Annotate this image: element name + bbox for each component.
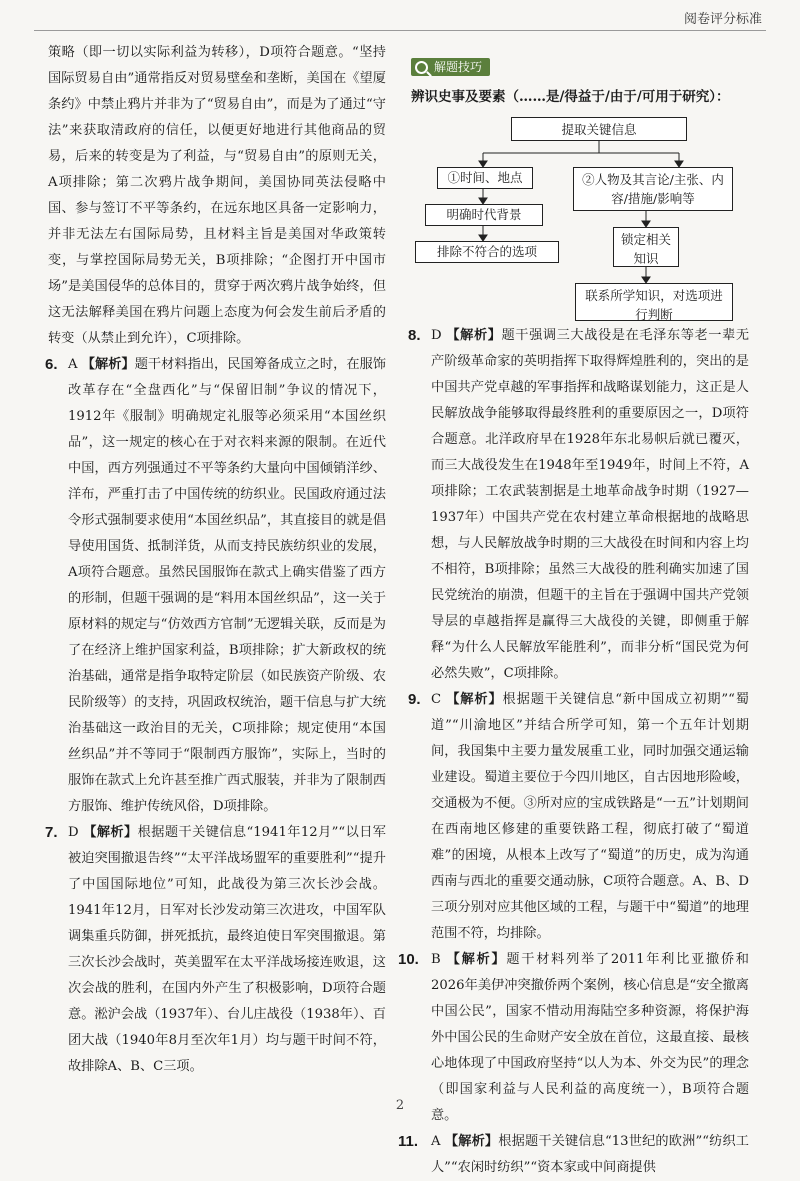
analysis-tag: 【解析】 bbox=[444, 1133, 499, 1149]
flow-node-right-branch: ②人物及其言论/主张、内容/措施/影响等 bbox=[573, 167, 733, 211]
question-6-explanation bbox=[45, 352, 386, 820]
flow-node-top: 提取关键信息 bbox=[511, 117, 687, 141]
analysis-tag: 【解析】 bbox=[446, 951, 507, 967]
explanation-text: 根据题干关键信息“13世纪的欧洲”“纺织工人”“农闲时纺织”“资本家或中间商提供 bbox=[431, 1133, 749, 1175]
intro-paragraph: 策略（即一切以实际利益为转移），D项符合题意。“坚持国际贸易自由”通常指反对贸易壁垒和垄断，美国在《望厦条约》中禁止鸦片并非为了“贸易自由”，而是为了通过“守法”来获取清政府的信任，以便更好地进行其他商品的贸易，后来的转变是为了利益，与“贸易自由”的原则无关，A项排除；第二次鸦片战争期间，美国协同英法侵略中国、参与签订不平等条约，在远东地区具备一定影响力，并非无法左右国际局势，且材料主旨是美国对华政策转变，与掌控国际局势无关，B项排除；“企图打开中国市场”是美国侵华的总体目的，贯穿于两次鸦片战争始终，但这无法解释美国在鸦片问题上态度为何会发生前后矛盾的转变（从禁止到允许），C项排除。 bbox=[48, 45, 386, 346]
explanation-text: 题干强调三大战役是在毛泽东等老一辈无产阶级革命家的英明指挥下取得辉煌胜利的，突出的是中国共产党卓越的军事指挥和战略谋划能力，这正是人民解放战争能够取得最终胜利的重要原因之一，D项符合题意。北洋政府早在1928年东北易帜后就已覆灭，而三大战役发生在1948年至1949年，时间上不符，A项排除；工农武装割据是土地革命战争时期（1927—1937年）中国共产党在农村建立革命根据地的战略思想，与人民解放战争时期的三大战役在时间和内容上均不相符，B项排除；虽然三大战役的胜利确实加速了国民党统治的崩溃，但题干的主旨在于强调中国共产党领导层的卓越指挥是赢得三大战役的关键，即侧重于解释“为什么人民解放军能胜利”，而非分析“国民党为何必然失败”，C项排除。 bbox=[431, 327, 750, 681]
answer-letter: A bbox=[68, 357, 78, 372]
answer-letter: C bbox=[431, 691, 442, 707]
page-number: 2 bbox=[395, 1098, 405, 1113]
analysis-tag: 【解析】 bbox=[81, 357, 135, 372]
tip-title: 辨识史事及要素（……是/得益于/由于/可用于研究）： bbox=[411, 88, 730, 105]
answer-letter: B bbox=[431, 951, 441, 967]
header-title: 阅卷评分标准 bbox=[683, 12, 762, 27]
question-number: 11. bbox=[398, 1132, 419, 1150]
question-11-explanation bbox=[398, 1129, 749, 1181]
question-7-explanation bbox=[45, 820, 386, 1080]
tip-badge bbox=[411, 58, 490, 76]
analysis-tag: 【解析】 bbox=[446, 691, 503, 707]
question-number: 8. bbox=[408, 326, 421, 344]
flow-node-left-step1: 明确时代背景 bbox=[425, 204, 543, 226]
question-9-explanation bbox=[408, 687, 749, 947]
explanation-text: 根据题干关键信息“1941年12月”“以日军被迫突围撤退告终”“太平洋战场盟军的重要胜利”“提升了中国国际地位”可知，此战役为第三次长沙会战。1941年12月，日军对长沙发动第三次进攻，中国军队调集重兵防御，拼死抵抗，最终迫使日军突围撤退。第三次长沙会战时，英美盟军在太平洋战场接连败退，这次会战的胜利，在国内外产生了积极影响，D项符合题意。淞沪会战（1937年）、台儿庄战役（1938年）、百团大战（1940年8月至次年1月）均与题干时间不符，故排除A、B、C三项。 bbox=[68, 825, 386, 1074]
analysis-tag: 【解析】 bbox=[446, 327, 502, 343]
explanation-text: 题干材料指出，民国筹备成立之时，在服饰改革存在“全盘西化”与“保留旧制”争议的情况下，1912年《服制》明确规定礼服等必须采用“本国丝织品”，这一规定的核心在于对衣料来源的限制。在近代中国，西方列强通过不平等条约大量向中国倾销洋纱、洋布，严重打击了中国传统的纺织业。民国政府通过法令形式强制要求使用“本国丝织品”，其直接目的就是倡导使用国货、抵制洋货，从而支持民族纺织业的发展，A项符合题意。虽然民国服饰在款式上确实借鉴了西方的形制，但题干强调的是“料用本国丝织品”，这一关于原材料的规定与“仿效西方官制”无逻辑关联，反而是为了在经济上维护国家利益，B项排除；扩大新政权的统治基础，通常是指争取特定阶层（如民族资产阶级、农民阶级等）的支持，巩固政权统治，题干信息与扩大统治基础这一政治目的无关，C项排除；规定使用“本国丝织品”并不等同于“限制西方服饰”，实际上，当时的服饰在款式上允许甚至推广西式服装，并非为了限制西方服饰、维护传统风俗，D项排除。 bbox=[68, 357, 386, 814]
question-number: 10. bbox=[398, 950, 419, 968]
flow-node-left-step2: 排除不符合的选项 bbox=[415, 241, 559, 263]
flow-node-right-step2: 联系所学知识，对选项进行判断 bbox=[575, 283, 733, 321]
flow-node-left-branch: ①时间、地点 bbox=[437, 167, 533, 189]
question-8-explanation bbox=[408, 323, 750, 687]
answer-letter: D bbox=[68, 825, 79, 840]
answer-letter: D bbox=[431, 327, 442, 343]
magnifier-icon bbox=[415, 61, 428, 74]
explanation-text: 根据题干关键信息“新中国成立初期”“蜀道”“川渝地区”并结合所学可知，第一个五年计划期间，我国集中主要力量发展重工业，同时加强交通运输业建设。蜀道主要位于今四川地区，自古因地形险峻，交通极为不便。③所对应的宝成铁路是“一五”计划期间在西南地区修建的重要铁路工程，彻底打破了“蜀道难”的困境，从根本上改写了“蜀道”的历史，成为沟通西南与西北的重要交通动脉，C项符合题意。A、B、D三项分别对应其他区域的工程，与题干中“蜀道”的地理范围不符，均排除。 bbox=[431, 691, 749, 941]
tip-badge-label: 解题技巧 bbox=[434, 60, 483, 74]
analysis-tag: 【解析】 bbox=[83, 825, 138, 840]
answer-letter: A bbox=[431, 1133, 441, 1149]
header-rule bbox=[34, 30, 766, 31]
question-number: 9. bbox=[408, 690, 421, 708]
flowchart bbox=[411, 109, 749, 321]
left-column bbox=[45, 40, 386, 1080]
explanation-text: 题干材料列举了2011年利比亚撤侨和2026年美伊冲突撤侨两个案例，核心信息是“安全撤离中国公民”，国家不惜动用海陆空多种资源，将保护海外中国公民的生命财产安全放在首位，这最直接、最核心地体现了中国政府坚持“以人为本、外交为民”的理念（即国家利益与人民利益的高度统一），B项符合题意。 bbox=[431, 951, 749, 1123]
question-number: 6. bbox=[45, 356, 58, 373]
question-number: 7. bbox=[45, 824, 58, 841]
flow-node-right-step1: 锁定相关知识 bbox=[613, 227, 679, 267]
right-column bbox=[398, 38, 750, 1181]
